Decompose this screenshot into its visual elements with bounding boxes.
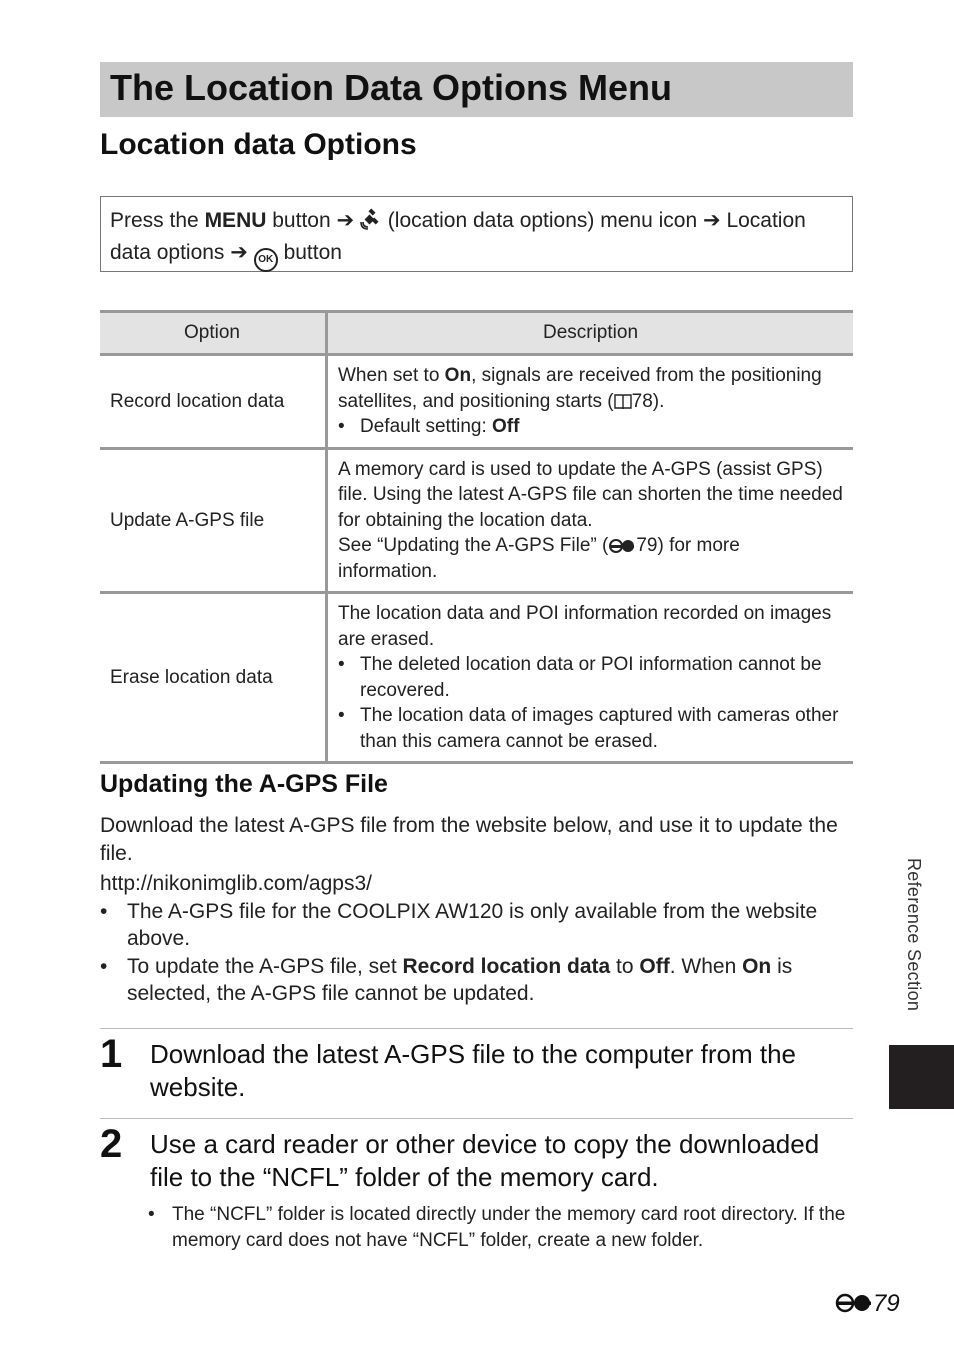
satellite-icon (360, 208, 382, 230)
arrow-icon: ➔ (336, 209, 355, 232)
column-header: Option (100, 312, 327, 355)
side-section-label: Reference Section (904, 858, 924, 1012)
options-table (100, 310, 853, 764)
list-item: • Default setting: Off (338, 416, 520, 437)
option-cell: Erase location data (100, 593, 327, 763)
list-item: • The deleted location data or POI information cannot be recovered. (338, 654, 822, 701)
step-text: Use a card reader or other device to copy the downloaded file to the “NCFL” folder of the memory card. (150, 1129, 820, 1192)
description-cell: A memory card is used to update the A-GPS (assist GPS) file. Using the latest A-GPS file can shorten the time needed for obtaining the location data. See “Updating the A-GPS File” ( 79) for more information. (327, 448, 854, 593)
description-cell: When set to On, signals are received from the positioning satellites, and positioning starts ( 78). • Default setting: Off (327, 355, 854, 449)
list-item: • To update the A-GPS file, set Record location data to Off. When On is selected, the A-GPS file cannot be updated. (100, 954, 793, 1005)
table-row (100, 448, 853, 593)
page-ref-icon (614, 393, 632, 410)
reference-section-icon (835, 1292, 873, 1314)
list-item: • The location data of images captured with cameras other than this camera cannot be erased. (338, 705, 839, 752)
reference-section-icon (608, 538, 636, 554)
step-number: 2 (100, 1122, 123, 1166)
table-row (100, 593, 853, 763)
list-item: • The A-GPS file for the COOLPIX AW120 is only available from the website above. (100, 899, 818, 950)
agps-heading: Updating the A-GPS File (100, 770, 388, 798)
agps-body (100, 812, 840, 1008)
arrow-icon: ➔ (230, 241, 248, 264)
ok-button-icon: OK (254, 248, 278, 272)
page-title: The Location Data Options Menu (110, 67, 673, 108)
agps-url: http://nikonimglib.com/agps3/ (100, 872, 372, 895)
option-cell: Record location data (100, 355, 327, 449)
step-text: Download the latest A-GPS file to the computer from the website. (150, 1039, 796, 1102)
option-cell: Update A-GPS file (100, 448, 327, 593)
menu-button-label: MENU (204, 209, 267, 232)
table-header-row (100, 312, 853, 355)
title-bar (100, 62, 853, 117)
table-row (100, 355, 853, 449)
side-tab (889, 1045, 954, 1109)
agps-intro: Download the latest A-GPS file from the website below, and use it to update the file. (100, 814, 838, 865)
divider (100, 1118, 853, 1119)
menu-path-box: Press the MENU button ➔ (location data options) menu icon ➔ Location data options ➔ OK button (100, 196, 853, 272)
step-note: • The “NCFL” folder is located directly under the memory card root directory. If the memory card does not have “NCFL” folder, create a new folder. (148, 1204, 846, 1251)
section-title: Location data Options (100, 128, 417, 161)
column-header: Description (327, 312, 854, 355)
description-cell: The location data and POI information recorded on images are erased. • The deleted location data or POI information cannot be recovered. • The location data of images captured with cameras other than this camera cannot be erased. (327, 593, 854, 763)
divider (100, 1028, 853, 1029)
step-number: 1 (100, 1032, 123, 1076)
arrow-icon: ➔ (702, 209, 721, 232)
page-number: 79 (835, 1290, 900, 1318)
